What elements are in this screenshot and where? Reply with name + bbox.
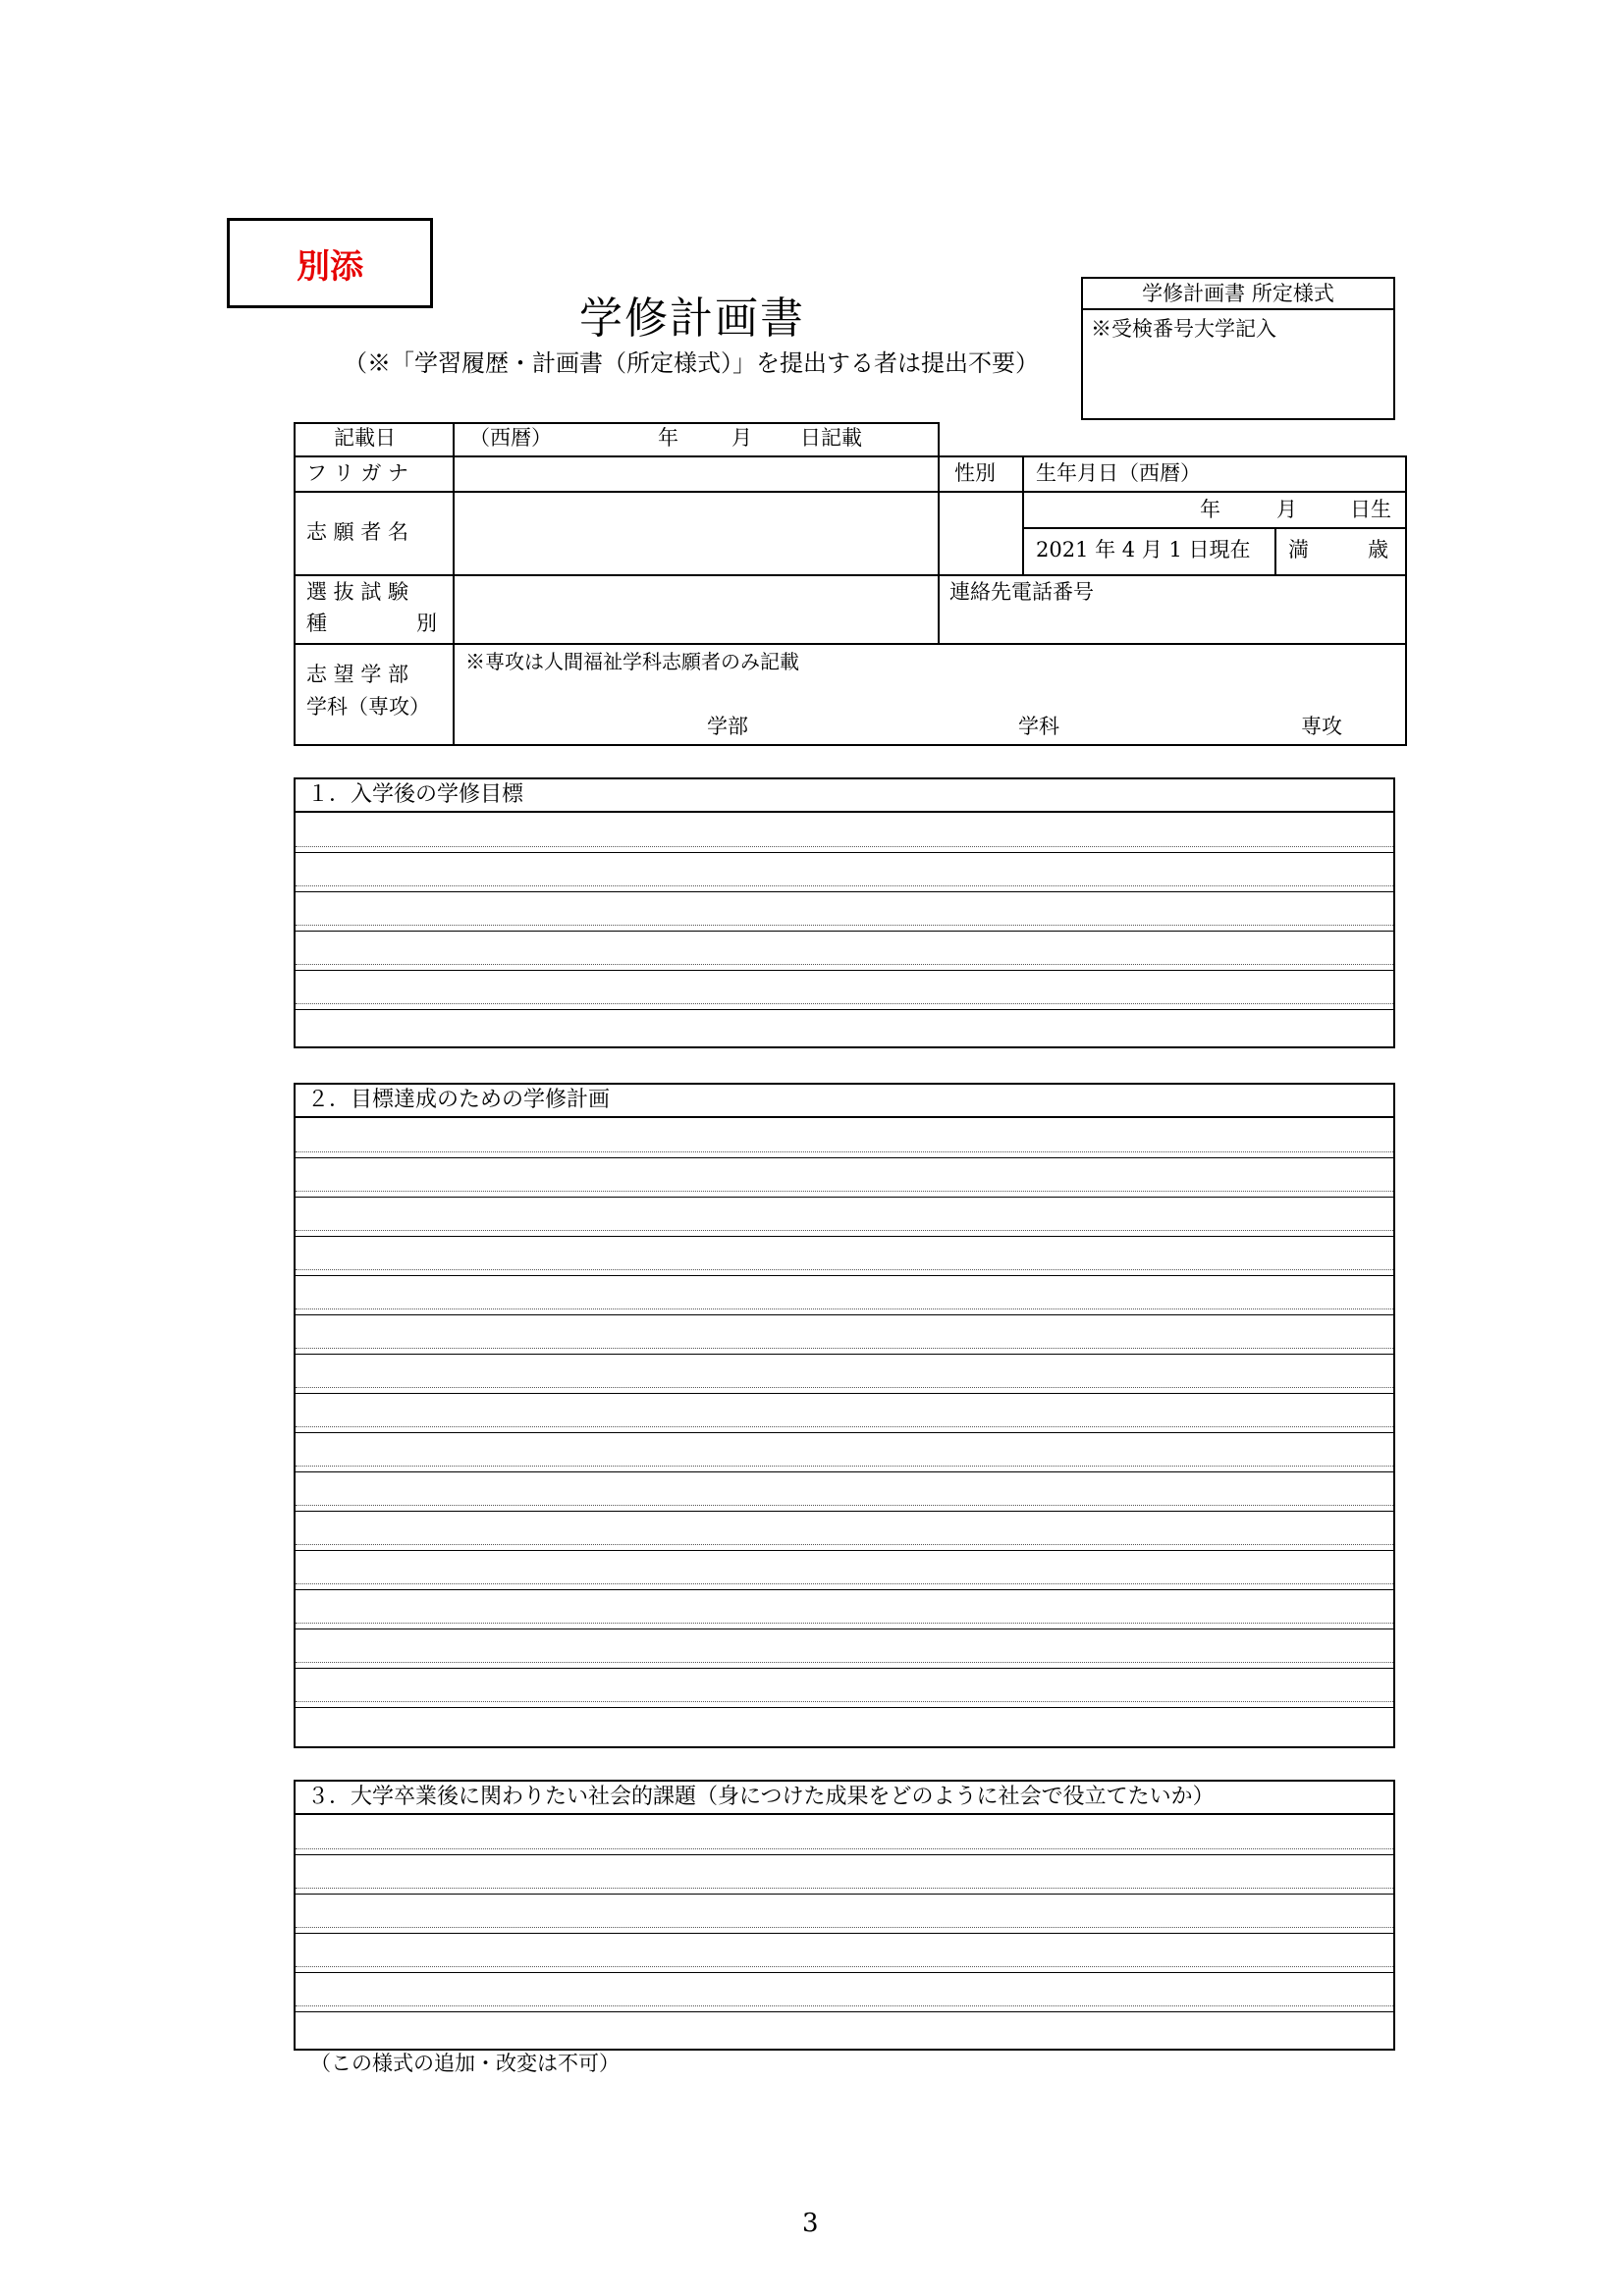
major-unit: 専攻 xyxy=(1301,715,1342,738)
faculty-note: ※専攻は人間福祉学科志願者のみ記載 xyxy=(465,650,799,673)
exam-type-label-2a: 種 xyxy=(306,612,327,635)
faculty-unit: 学部 xyxy=(707,715,748,738)
dob-label: 生年月日（西暦） xyxy=(1036,461,1201,485)
furigana-label: フ リ ガ ナ xyxy=(306,461,409,485)
dept-unit: 学科 xyxy=(1018,715,1059,738)
age-full-label: 満 xyxy=(1288,538,1309,561)
phone-field[interactable] xyxy=(939,609,1404,642)
faculty-label-1: 志 望 学 部 xyxy=(306,663,409,686)
age-unit: 歳 xyxy=(1368,538,1388,561)
section-2-heading: ２．目標達成のための学修計画 xyxy=(296,1085,1393,1118)
date-era: （西暦） xyxy=(469,426,552,450)
faculty-label-2: 学科（専攻） xyxy=(306,695,430,719)
attachment-tag xyxy=(227,218,433,308)
sex-field[interactable] xyxy=(939,492,1021,573)
form-footnote: （この様式の追加・改変は不可） xyxy=(310,2052,620,2075)
form-id-box xyxy=(1081,277,1395,420)
date-month-unit: 月 xyxy=(731,426,752,450)
exam-type-field[interactable] xyxy=(454,575,937,642)
exam-type-label-1: 選 抜 試 験 xyxy=(306,580,409,604)
sex-label: 性別 xyxy=(954,461,996,485)
date-label: 記載日 xyxy=(334,426,396,450)
dob-month-unit: 月 xyxy=(1276,498,1297,521)
exam-type-label-2b: 別 xyxy=(416,612,437,635)
document-title: 学修計画書 xyxy=(579,294,805,344)
applicant-name-label: 志 願 者 名 xyxy=(306,520,409,544)
furigana-field[interactable] xyxy=(454,456,937,490)
phone-label: 連絡先電話番号 xyxy=(949,580,1094,604)
section-1-heading: １．入学後の学修目標 xyxy=(296,779,1393,813)
applicant-name-field[interactable] xyxy=(454,492,937,573)
age-asof-date: 2021 年 4 月 1 日現在 xyxy=(1036,538,1251,561)
exam-number-note: ※受検番号大学記入 xyxy=(1091,317,1276,341)
section-3-heading: ３．大学卒業後に関わりたい社会的課題（身につけた成果をどのように社会で役立てたいか） xyxy=(296,1782,1393,1815)
section-2-writing-area[interactable] xyxy=(296,1118,1393,1746)
dob-year-unit: 年 xyxy=(1200,498,1220,521)
section-3-social-issues xyxy=(294,1780,1395,2051)
date-year-unit: 年 xyxy=(658,426,678,450)
page-number: 3 xyxy=(802,2209,819,2238)
section-1-writing-area[interactable] xyxy=(296,813,1393,1046)
date-day-unit: 日記載 xyxy=(800,426,862,450)
section-2-study-plan xyxy=(294,1083,1395,1748)
dob-born-unit: 日生 xyxy=(1350,498,1391,521)
faculty-field[interactable] xyxy=(454,677,1404,742)
document-subtitle: （※「学習履歴・計画書（所定様式）」を提出する者は提出不要） xyxy=(344,349,1039,377)
attachment-tag-label: 別添 xyxy=(297,246,363,287)
section-1-study-goals xyxy=(294,777,1395,1048)
section-3-writing-area[interactable] xyxy=(296,1815,1393,2049)
date-field[interactable] xyxy=(454,423,937,454)
form-id-header: 学修計画書 所定様式 xyxy=(1083,279,1393,310)
